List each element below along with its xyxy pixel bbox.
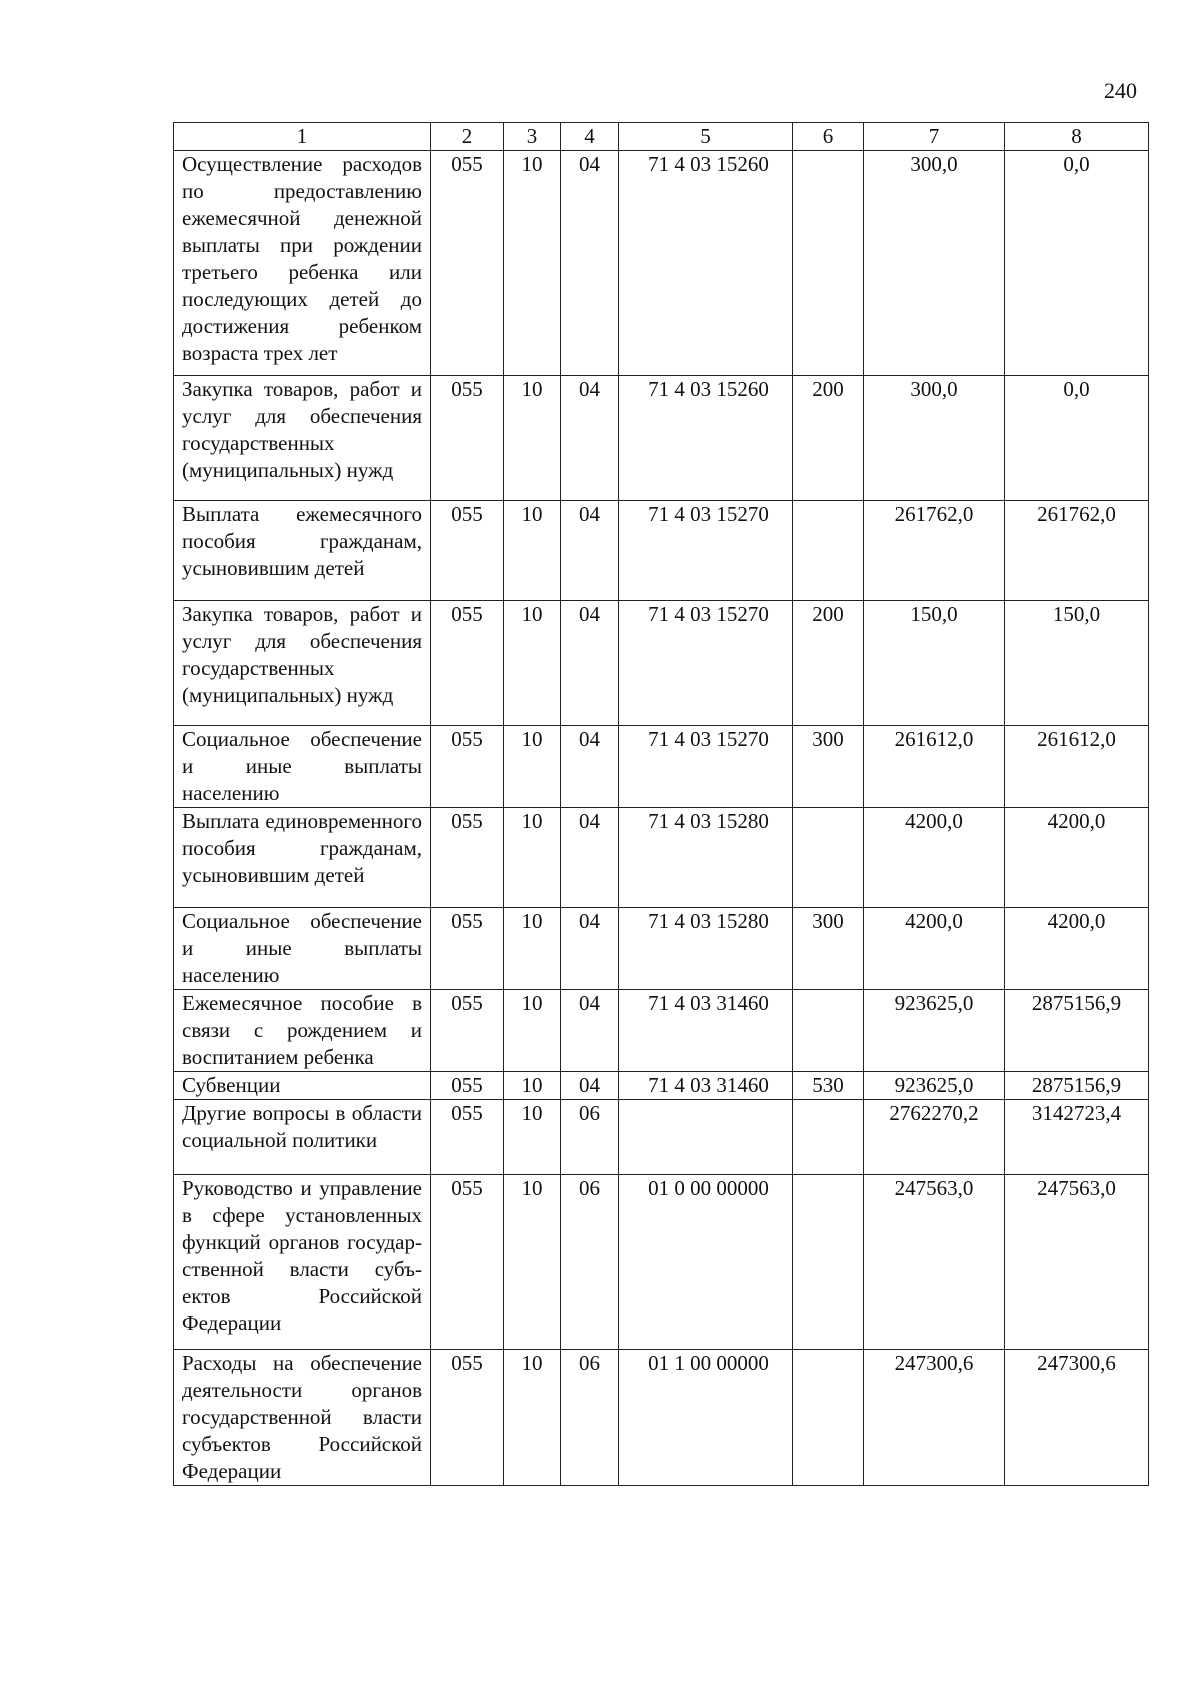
cell-subsection: 04 [561,990,619,1072]
cell-admin-code: 055 [431,1350,504,1486]
cell-subsection: 04 [561,501,619,601]
cell-subsection: 06 [561,1100,619,1175]
cell-amount-col8: 150,0 [1005,601,1149,726]
cell-amount-col8: 3142723,4 [1005,1100,1149,1175]
cell-target-article: 71 4 03 15280 [619,808,793,908]
cell-amount-col8: 4200,0 [1005,808,1149,908]
cell-amount-col7: 261762,0 [864,501,1005,601]
cell-amount-col8: 2875156,9 [1005,1072,1149,1100]
table-row [174,1100,1149,1175]
cell-section: 10 [504,808,561,908]
header-cell: 2 [431,123,504,151]
table-row [174,151,1149,376]
header-cell: 1 [174,123,431,151]
table-row [174,376,1149,501]
cell-expense-type: 200 [793,601,864,726]
cell-target-article: 71 4 03 31460 [619,1072,793,1100]
cell-amount-col7: 300,0 [864,151,1005,376]
cell-description: Социальное обеспечение и иные выплаты населению [174,726,431,808]
cell-section: 10 [504,151,561,376]
table-row [174,990,1149,1072]
header-cell: 4 [561,123,619,151]
table-body [174,123,1149,1486]
cell-admin-code: 055 [431,1072,504,1100]
cell-amount-col7: 247563,0 [864,1175,1005,1350]
cell-target-article: 71 4 03 15260 [619,151,793,376]
header-cell: 6 [793,123,864,151]
cell-admin-code: 055 [431,151,504,376]
cell-amount-col7: 4200,0 [864,908,1005,990]
cell-description: Субвенции [174,1072,431,1100]
cell-section: 10 [504,726,561,808]
cell-admin-code: 055 [431,601,504,726]
table-row [174,908,1149,990]
header-cell: 7 [864,123,1005,151]
cell-subsection: 04 [561,376,619,501]
cell-subsection: 06 [561,1350,619,1486]
cell-subsection: 04 [561,601,619,726]
cell-expense-type: 300 [793,908,864,990]
cell-amount-col7: 261612,0 [864,726,1005,808]
cell-description: Выплата единовременного пособия гражданам, усыновившим детей [174,808,431,908]
cell-subsection: 04 [561,726,619,808]
cell-expense-type [793,1100,864,1175]
cell-expense-type: 200 [793,376,864,501]
cell-amount-col8: 247563,0 [1005,1175,1149,1350]
header-cell: 3 [504,123,561,151]
cell-subsection: 04 [561,808,619,908]
cell-description: Ежемесячное пособие в связи с рождением и воспитанием ребенка [174,990,431,1072]
header-cell: 8 [1005,123,1149,151]
cell-expense-type [793,808,864,908]
cell-target-article: 71 4 03 15270 [619,601,793,726]
cell-description: Осуществление расходов по предоставлению ежемесячной денежной выплаты при рождении третьего ребенка или последующих детей до достижения ребенком возраста трех лет [174,151,431,376]
cell-amount-col7: 923625,0 [864,990,1005,1072]
cell-admin-code: 055 [431,908,504,990]
cell-target-article [619,1100,793,1175]
cell-target-article: 71 4 03 15270 [619,501,793,601]
cell-amount-col8: 261762,0 [1005,501,1149,601]
header-cell: 5 [619,123,793,151]
cell-description: Расходы на обеспечение деятельности органов государственной власти субъектов Российской Федерации [174,1350,431,1486]
cell-target-article: 71 4 03 31460 [619,990,793,1072]
cell-section: 10 [504,601,561,726]
cell-amount-col8: 4200,0 [1005,908,1149,990]
cell-admin-code: 055 [431,990,504,1072]
cell-amount-col8: 247300,6 [1005,1350,1149,1486]
page-number: 240 [1104,78,1137,103]
table-row [174,501,1149,601]
cell-expense-type [793,1350,864,1486]
table-row [174,1072,1149,1100]
cell-amount-col7: 150,0 [864,601,1005,726]
cell-amount-col7: 923625,0 [864,1072,1005,1100]
cell-target-article: 71 4 03 15280 [619,908,793,990]
cell-section: 10 [504,376,561,501]
cell-amount-col8: 0,0 [1005,376,1149,501]
cell-amount-col8: 2875156,9 [1005,990,1149,1072]
cell-amount-col7: 4200,0 [864,808,1005,908]
cell-admin-code: 055 [431,808,504,908]
cell-section: 10 [504,908,561,990]
table-row [174,1350,1149,1486]
cell-section: 10 [504,1350,561,1486]
cell-description: Другие вопросы в области социальной политики [174,1100,431,1175]
cell-target-article: 01 1 00 00000 [619,1350,793,1486]
table-header-row [174,123,1149,151]
cell-expense-type: 300 [793,726,864,808]
table-row [174,808,1149,908]
cell-admin-code: 055 [431,1100,504,1175]
cell-expense-type [793,151,864,376]
cell-expense-type [793,990,864,1072]
cell-expense-type [793,1175,864,1350]
cell-section: 10 [504,1175,561,1350]
cell-description: Выплата ежемесячного пособия гражданам, усыновившим детей [174,501,431,601]
cell-target-article: 01 0 00 00000 [619,1175,793,1350]
cell-amount-col7: 300,0 [864,376,1005,501]
cell-amount-col8: 261612,0 [1005,726,1149,808]
table-row [174,726,1149,808]
cell-section: 10 [504,990,561,1072]
cell-section: 10 [504,501,561,601]
budget-table [173,122,1149,1486]
cell-admin-code: 055 [431,501,504,601]
cell-description: Социальное обеспечение и иные выплаты населению [174,908,431,990]
cell-subsection: 04 [561,908,619,990]
cell-section: 10 [504,1072,561,1100]
cell-target-article: 71 4 03 15260 [619,376,793,501]
cell-description: Руководство и управление в сфере установленных функций органов государственной власти субъектов Российской Федерации [174,1175,431,1350]
cell-subsection: 04 [561,1072,619,1100]
cell-amount-col7: 247300,6 [864,1350,1005,1486]
cell-expense-type: 530 [793,1072,864,1100]
cell-subsection: 06 [561,1175,619,1350]
table-row [174,1175,1149,1350]
cell-admin-code: 055 [431,726,504,808]
cell-admin-code: 055 [431,376,504,501]
cell-subsection: 04 [561,151,619,376]
cell-description: Закупка товаров, работ и услуг для обеспечения государственных (муниципальных) нужд [174,601,431,726]
table-row [174,601,1149,726]
cell-section: 10 [504,1100,561,1175]
cell-admin-code: 055 [431,1175,504,1350]
cell-expense-type [793,501,864,601]
cell-amount-col8: 0,0 [1005,151,1149,376]
cell-amount-col7: 2762270,2 [864,1100,1005,1175]
cell-description: Закупка товаров, работ и услуг для обеспечения государственных (муниципальных) нужд [174,376,431,501]
cell-target-article: 71 4 03 15270 [619,726,793,808]
